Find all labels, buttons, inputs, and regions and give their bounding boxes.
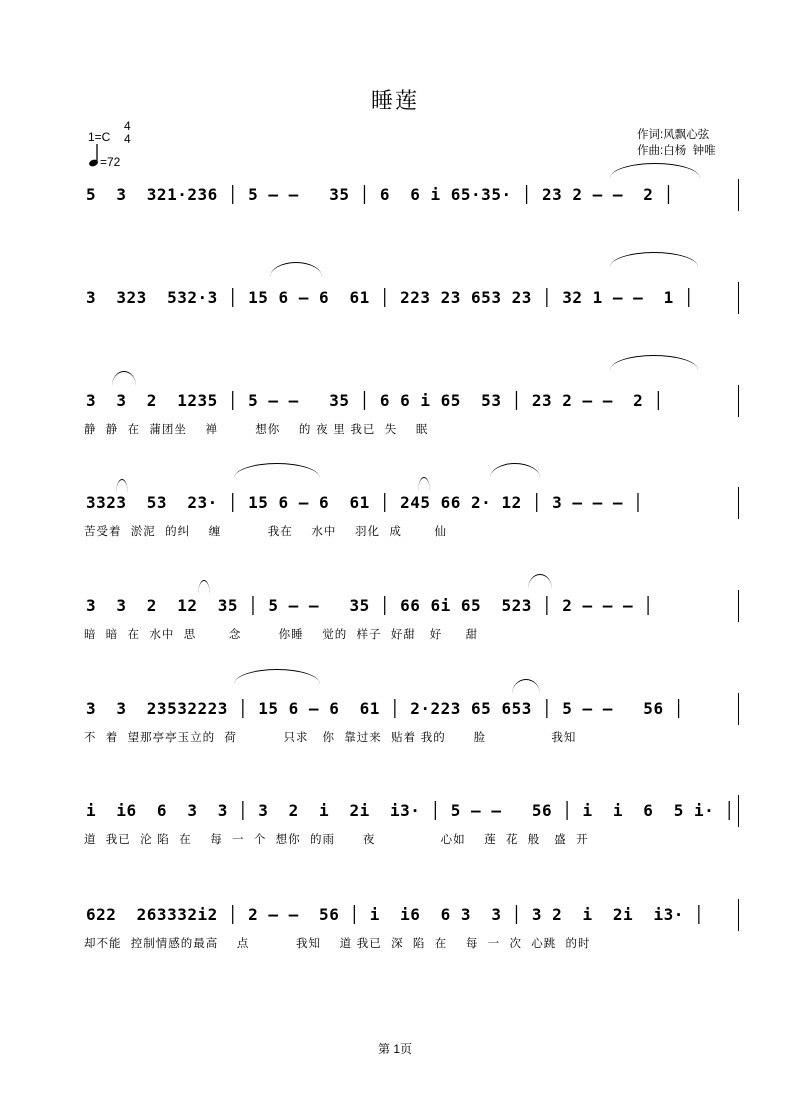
composer-credit: 作曲:白杨 钟唯 (637, 145, 716, 157)
notation-line: 3 3 23532223 │ 15 6 — 6 61 │ 2·223 65 653 │ 5 — — 56 │ (86, 699, 684, 718)
notation-line: 3323 53 23· │ 15 6 — 6 61 │ 245 66 2· 12 │ 3 — — — │ (86, 493, 644, 512)
notation-line: 3 323 532·3 │ 15 6 — 6 61 │ 223 23 653 23 │ 32 1 — — 1 │ (86, 288, 694, 307)
final-barline (738, 385, 739, 417)
key-signature: 1=C (88, 130, 111, 144)
final-barline (738, 282, 739, 314)
lyrics-line: 不 着 望那亭亭玉立的 荷 只求 你 靠过来 贴着 我的 脸 我知 (84, 730, 577, 744)
score-system (0, 493, 790, 583)
slur-mark (610, 163, 700, 178)
final-barline (738, 487, 739, 519)
page-number: 第 1页 (377, 1042, 412, 1056)
final-barline (738, 693, 739, 725)
lyrics-line: 道 我已 沦 陷 在 每 一 个 想你 的雨 夜 心如 莲 花 般 盛 开 (84, 832, 589, 846)
notation-line: 622 263332i2 │ 2 — — 56 │ i i6 6 3 3 │ 3 2 i 2i i3· │ (86, 905, 705, 924)
credits (637, 127, 716, 159)
notation-line: 3 3 2 1235 │ 5 — — 35 │ 6 6 i 65 53 │ 23 2 — — 2 │ (86, 391, 664, 410)
score-system (0, 699, 790, 789)
final-barline (738, 899, 739, 931)
tempo-marking: =72 (100, 155, 121, 169)
lyricist-credit: 作词:风飘心弦 (637, 129, 710, 141)
final-barline (738, 590, 739, 622)
notation-line: i i6 6 3 3 │ 3 2 i 2i i3· │ 5 — — 56 │ i i 6 5 i· │ (86, 801, 735, 820)
score-system (0, 391, 790, 481)
score-system (0, 596, 790, 686)
time-signature-top: 4 (124, 119, 131, 133)
lyrics-line: 苦受着 淤泥 的纠 缠 我在 水中 羽化 成 仙 (84, 524, 447, 538)
final-barline (738, 795, 739, 827)
lyrics-line: 暗 暗 在 水中 思 念 你睡 觉的 样子 好甜 好 甜 (84, 627, 479, 641)
quarter-note-icon (88, 142, 100, 173)
slur-mark (116, 479, 128, 494)
notation-line: 5 3 321·236 │ 5 — — 35 │ 6 6 i 65·35· │ 23 2 — — 2 │ (86, 185, 674, 204)
notation-line: 3 3 2 12 35 │ 5 — — 35 │ 66 6i 65 523 │ 2 — — — │ (86, 596, 654, 615)
score-system (0, 905, 790, 995)
time-signature (124, 120, 131, 146)
final-barline (738, 179, 739, 211)
lyrics-line: 静 静 在 蒲团坐 禅 想你 的 夜 里 我已 失 眠 (84, 422, 429, 436)
time-signature-bottom: 4 (124, 132, 131, 146)
score-system (0, 801, 790, 891)
song-title: 睡莲 (370, 89, 419, 114)
lyrics-line: 却不能 控制情感的最高 点 我知 道 我已 深 陷 在 每 一 次 心跳 的时 (84, 936, 591, 950)
